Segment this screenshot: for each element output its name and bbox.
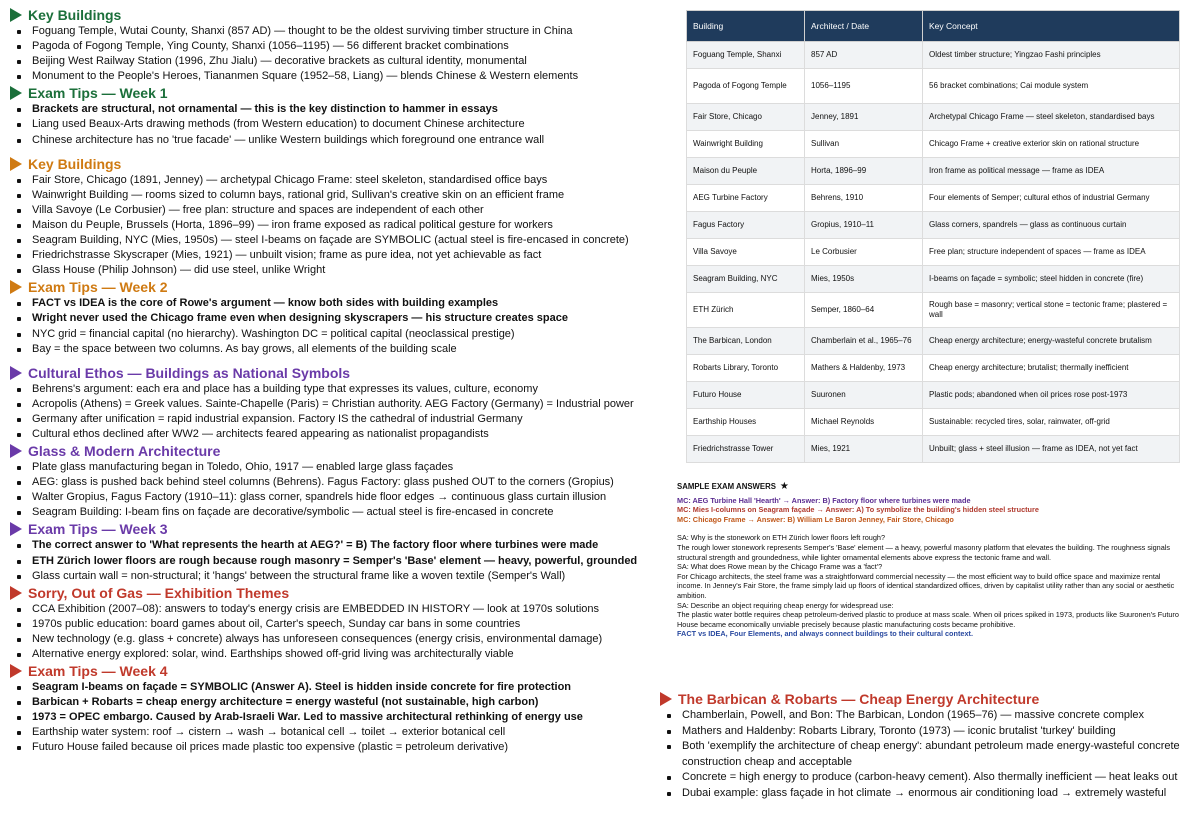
cell-architect-date: Chamberlain et al., 1965–76 (805, 328, 923, 355)
table-row (687, 293, 1180, 328)
list-item: Earthship water system: roof → cistern → wash → botanical cell → toilet → exterior botanical cell (10, 725, 690, 740)
cell-architect-date: Sullivan (805, 131, 923, 158)
star-icon: ★ (779, 481, 789, 492)
list-item: Liang used Beaux-Arts drawing methods (from Western education) to document Chinese architecture (10, 117, 690, 132)
cell-architect-date: 857 AD (805, 42, 923, 69)
list-item: Chamberlain, Powell, and Bon: The Barbican, London (1965–76) — massive concrete complex (660, 708, 1190, 724)
list-item: Friedrichstrasse Skyscraper (Mies, 1921) — unbuilt vision; frame as pure idea, not yet achievable as fact (10, 248, 690, 263)
table-row (687, 131, 1180, 158)
list-item: New technology (e.g. glass + concrete) always has unforeseen consequences (energy crisis, environmental damage) (10, 632, 690, 647)
cell-key-concept: Archetypal Chicago Frame — steel skeleton, standardised bays (923, 104, 1180, 131)
table-row (687, 328, 1180, 355)
list-item: ETH Zürich lower floors are rough because rough masonry = Semper's 'Base' element — heavy, powerful, grounded (10, 554, 690, 569)
section-title-text: Glass & Modern Architecture (28, 443, 221, 460)
cell-architect-date: Mies, 1950s (805, 266, 923, 293)
buildings-reference-table (686, 10, 1180, 463)
list-item: Alternative energy explored: solar, wind. Earthships showed off-grid living was architecturally viable (10, 647, 690, 662)
list-item: NYC grid = financial capital (no hierarchy). Washington DC = political capital (neoclassical prestige) (10, 327, 690, 342)
section-triangle-icon (10, 280, 22, 294)
table-row (687, 212, 1180, 239)
cell-building: Fair Store, Chicago (687, 104, 805, 131)
barbican-title-text: The Barbican & Robarts — Cheap Energy Architecture (678, 691, 1040, 707)
list-item: Wainwright Building — rooms sized to column bays, rational grid, Sullivan's creative skin on an efficient frame (10, 188, 690, 203)
cell-architect-date: Semper, 1860–64 (805, 293, 923, 328)
list-item: Seagram Building: I-beam fins on façade are decorative/symbolic — actual steel is fire-encased in concrete (10, 505, 690, 520)
cell-key-concept: Chicago Frame + creative exterior skin on rational structure (923, 131, 1180, 158)
section-title-text: Exam Tips — Week 4 (28, 663, 168, 680)
list-item: Futuro House failed because oil prices made plastic too expensive (plastic = petroleum derivative) (10, 740, 690, 755)
list-item: Acropolis (Athens) = Greek values. Sainte-Chapelle (Paris) = Christian authority. AEG Factory (Germany) = Industrial power (10, 397, 690, 412)
list-item: Fair Store, Chicago (1891, Jenney) — archetypal Chicago Frame: steel skeleton, standardised office bays (10, 173, 690, 188)
list-item: Foguang Temple, Wutai County, Shanxi (857 AD) — thought to be the oldest surviving timber structure in China (10, 24, 690, 39)
cell-building: Wainwright Building (687, 131, 805, 158)
cell-key-concept: Free plan; structure independent of spaces — frame as IDEA (923, 239, 1180, 266)
table-row (687, 266, 1180, 293)
sa-answer-3: The plastic water bottle requires cheap petroleum-derived plastic to produce at mass scale. When oil prices spiked in 1973, products like Suuronen's Futuro House became economically unviable precisely because plastic manufacturing costs became prohibitive. (677, 610, 1179, 629)
section-title-text: Sorry, Out of Gas — Exhibition Themes (28, 584, 290, 601)
list-item: Brackets are structural, not ornamental — this is the key distinction to hammer in essays (10, 102, 690, 117)
bullet-list (10, 382, 690, 442)
cell-building: Robarts Library, Toronto (687, 355, 805, 382)
list-item: Germany after unification = rapid industrial expansion. Factory IS the cathedral of industrial Germany (10, 412, 690, 427)
notes-section (10, 84, 690, 147)
list-item: Walter Gropius, Fagus Factory (1910–11): glass corner, spandrels hide floor edges → continuous glass curtain illusion (10, 490, 690, 505)
mc-answer-1: MC: AEG Turbine Hall 'Hearth' → Answer: B) Factory floor where turbines were made (677, 495, 971, 505)
section-triangle-icon (10, 157, 22, 171)
cell-building: ETH Zürich (687, 293, 805, 328)
notes-section (10, 278, 690, 356)
list-item: 1970s public education: board games about oil, Carter's speech, Sunday car bans in some countries (10, 617, 690, 632)
bullet-list (10, 538, 690, 583)
table-header-row (687, 11, 1180, 42)
bullet-list (10, 173, 690, 279)
notes-section (10, 155, 690, 279)
list-item: Maison du Peuple, Brussels (Horta, 1896–99) — iron frame exposed as radical political gesture for workers (10, 218, 690, 233)
cell-architect-date: Le Corbusier (805, 239, 923, 266)
list-item: Seagram Building, NYC (Mies, 1950s) — steel I-beams on façade are SYMBOLIC (actual steel is fire-encased in concrete) (10, 233, 690, 248)
sa-question-1: SA: Why is the stonework on ETH Zürich lower floors left rough? (677, 533, 886, 543)
list-item: Wright never used the Chicago frame even when designing skyscrapers — his structure creates space (10, 311, 690, 326)
cell-building: Seagram Building, NYC (687, 266, 805, 293)
cell-architect-date: Mies, 1921 (805, 436, 923, 463)
table-row (687, 69, 1180, 104)
table-row (687, 382, 1180, 409)
list-item: Concrete = high energy to produce (carbon-heavy cement). Also thermally inefficient — heat leaks out (660, 770, 1190, 786)
list-item: Cultural ethos declined after WW2 — architects feared appearing as nationalist propagandists (10, 427, 690, 442)
cell-architect-date: Jenney, 1891 (805, 104, 923, 131)
reference-table-wrapper (686, 10, 1180, 463)
barbican-bullet-list (660, 708, 1190, 802)
section-title (10, 278, 690, 296)
list-item: Dubai example: glass façade in hot climate → enormous air conditioning load → extremely wasteful (660, 786, 1190, 802)
exam-closing-note: FACT vs IDEA, Four Elements, and always connect buildings to their cultural context. (677, 629, 973, 639)
cell-key-concept: Sustainable: recycled tires, solar, rainwater, off-grid (923, 409, 1180, 436)
section-triangle-icon (10, 366, 22, 380)
table-row (687, 104, 1180, 131)
cell-building: Foguang Temple, Shanxi (687, 42, 805, 69)
section-title-text: Exam Tips — Week 2 (28, 279, 168, 296)
list-item: Plate glass manufacturing began in Toledo, Ohio, 1917 — enabled large glass façades (10, 460, 690, 475)
cell-key-concept: Plastic pods; abandoned when oil prices rose post-1973 (923, 382, 1180, 409)
mc-answer-2: MC: Mies I-columns on Seagram façade → Answer: A) To symbolize the building's hidden steel structure (677, 505, 1039, 515)
cell-architect-date: Suuronen (805, 382, 923, 409)
list-item: Glass House (Philip Johnson) — did use steel, unlike Wright (10, 263, 690, 278)
list-item: CCA Exhibition (2007–08): answers to today's energy crisis are EMBEDDED IN HISTORY — look at 1970s solutions (10, 602, 690, 617)
section-triangle-icon (10, 444, 22, 458)
list-item: Behrens's argument: each era and place has a building type that expresses its values, culture, economy (10, 382, 690, 397)
cell-building: AEG Turbine Factory (687, 185, 805, 212)
cell-architect-date: Behrens, 1910 (805, 185, 923, 212)
section-triangle-icon (10, 586, 22, 600)
cell-key-concept: Rough base = masonry; vertical stone = tectonic frame; plastered = wall (923, 293, 1180, 328)
section-triangle-icon (10, 522, 22, 536)
list-item: Beijing West Railway Station (1996, Zhu Jialu) — decorative brackets as cultural identity, monumental (10, 54, 690, 69)
cell-key-concept: Unbuilt; glass + steel illusion — frame as IDEA, not yet fact (923, 436, 1180, 463)
header-key-concept: Key Concept (923, 11, 1180, 42)
notes-section (10, 662, 690, 755)
cell-key-concept: 56 bracket combinations; Cai module system (923, 69, 1180, 104)
section-title (10, 84, 690, 102)
list-item: Barbican + Robarts = cheap energy architecture = energy wasteful (not sustainable, high carbon) (10, 695, 690, 710)
section-title-text: Key Buildings (28, 155, 122, 172)
cell-building: Friedrichstrasse Tower (687, 436, 805, 463)
cell-key-concept: Glass corners, spandrels — glass as continuous curtain (923, 212, 1180, 239)
table-row (687, 158, 1180, 185)
bullet-list (10, 24, 690, 84)
section-triangle-icon (660, 692, 672, 706)
table-row (687, 239, 1180, 266)
table-row (687, 42, 1180, 69)
cell-building: Villa Savoye (687, 239, 805, 266)
notes-section (10, 442, 690, 520)
sample-exam-answers (677, 482, 1187, 639)
bullet-list (10, 296, 690, 356)
cell-architect-date: Gropius, 1910–11 (805, 212, 923, 239)
list-item: Monument to the People's Heroes, Tiananmen Square (1952–58, Liang) — blends Chinese & Western elements (10, 69, 690, 84)
section-title (10, 584, 690, 602)
list-item: FACT vs IDEA is the core of Rowe's argument — know both sides with building examples (10, 296, 690, 311)
list-item: Mathers and Haldenby: Robarts Library, Toronto (1973) — iconic brutalist 'turkey' building (660, 724, 1190, 740)
header-building: Building (687, 11, 805, 42)
section-title (10, 6, 690, 24)
section-title (10, 520, 690, 538)
notes-section (10, 6, 690, 84)
section-title (10, 662, 690, 680)
cell-architect-date: Mathers & Haldenby, 1973 (805, 355, 923, 382)
list-item: Pagoda of Fogong Temple, Ying County, Shanxi (1056–1195) — 56 different bracket combinations (10, 39, 690, 54)
cell-building: The Barbican, London (687, 328, 805, 355)
section-title (10, 155, 690, 173)
sa-answer-1: The rough lower stonework represents Semper's 'Base' element — a heavy, powerful masonry platform that elevates the building. The roughness signals structural strength and groundedness, while lighter ornamental elements above express the tectonic frame and wall. (677, 542, 1171, 562)
cell-architect-date: Michael Reynolds (805, 409, 923, 436)
section-triangle-icon (10, 664, 22, 678)
notes-section (10, 584, 690, 662)
section-title (10, 364, 690, 382)
sa-question-2: SA: What does Rowe mean by the Chicago Frame was a 'fact'? (677, 562, 883, 572)
cell-key-concept: Oldest timber structure; Yingzao Fashi principles (923, 42, 1180, 69)
list-item: Bay = the space between two columns. As bay grows, all elements of the building scale (10, 342, 690, 357)
mc-answer-3: MC: Chicago Frame → Answer: B) William Le Baron Jenney, Fair Store, Chicago (677, 514, 954, 524)
bullet-list (10, 680, 690, 755)
notes-section (10, 520, 690, 583)
cell-building: Fagus Factory (687, 212, 805, 239)
table-row (687, 409, 1180, 436)
header-architect-date: Architect / Date (805, 11, 923, 42)
sa-question-3: SA: Describe an object requiring cheap energy for widespread use: (677, 600, 894, 610)
sa-answer-2: For Chicago architects, the steel frame was a straightforward commercial necessity — the most efficient way to build office space and maximize rental income. In Jenney's Fair Store, the frame simply laid up floors of identical standardized offices, driven by capitalist utility rather than any social or aesthetic ambition. (677, 571, 1175, 600)
notes-left-column (10, 6, 690, 756)
cell-architect-date: 1056–1195 (805, 69, 923, 104)
table-row (687, 436, 1180, 463)
list-item: 1973 = OPEC embargo. Caused by Arab-Israeli War. Led to massive architectural rethinking of energy use (10, 710, 690, 725)
section-title-text: Key Buildings (28, 7, 122, 23)
bullet-list (10, 102, 690, 147)
barbican-section (660, 690, 1190, 802)
cell-architect-date: Horta, 1896–99 (805, 158, 923, 185)
cell-building: Futuro House (687, 382, 805, 409)
cell-building: Earthship Houses (687, 409, 805, 436)
barbican-section-title (660, 690, 1190, 708)
table-body (687, 42, 1180, 463)
section-title (10, 442, 690, 460)
notes-section (10, 364, 690, 442)
section-triangle-icon (10, 86, 22, 100)
bullet-list (10, 460, 690, 520)
cell-key-concept: I-beams on façade = symbolic; steel hidden in concrete (fire) (923, 266, 1180, 293)
cell-key-concept: Iron frame as political message — frame as IDEA (923, 158, 1180, 185)
table-row (687, 185, 1180, 212)
list-item: Chinese architecture has no 'true facade' — unlike Western buildings which foreground one entrance wall (10, 133, 690, 148)
list-item: The correct answer to 'What represents the hearth at AEG?' = B) The factory floor where turbines were made (10, 538, 690, 553)
section-triangle-icon (10, 8, 22, 22)
list-item: Glass curtain wall = non-structural; it 'hangs' between the structural frame like a woven textile (Semper's Wall) (10, 569, 690, 584)
section-title-text: Cultural Ethos — Buildings as National Symbols (28, 364, 351, 381)
section-title-text: Exam Tips — Week 3 (28, 521, 168, 538)
section-title-text: Exam Tips — Week 1 (28, 85, 168, 102)
exam-answers-title: SAMPLE EXAM ANSWERS (677, 482, 776, 491)
list-item: AEG: glass is pushed back behind steel columns (Behrens). Fagus Factory: glass pushed OUT to the corners (Gropius) (10, 475, 690, 490)
table-row (687, 355, 1180, 382)
cell-building: Pagoda of Fogong Temple (687, 69, 805, 104)
exam-answers-header (677, 482, 1187, 492)
bullet-list (10, 602, 690, 662)
cell-key-concept: Four elements of Semper; cultural ethos of industrial Germany (923, 185, 1180, 212)
cell-key-concept: Cheap energy architecture; brutalist; thermally inefficient (923, 355, 1180, 382)
cell-building: Maison du Peuple (687, 158, 805, 185)
list-item: Seagram I-beams on façade = SYMBOLIC (Answer A). Steel is hidden inside concrete for fire protection (10, 680, 690, 695)
list-item: Villa Savoye (Le Corbusier) — free plan: structure and spaces are independent of each other (10, 203, 690, 218)
cell-key-concept: Cheap energy architecture; energy-wasteful concrete brutalism (923, 328, 1180, 355)
list-item: Both 'exemplify the architecture of cheap energy': abundant petroleum made energy-wasteful concrete construction cheap and acceptable (660, 739, 1190, 770)
